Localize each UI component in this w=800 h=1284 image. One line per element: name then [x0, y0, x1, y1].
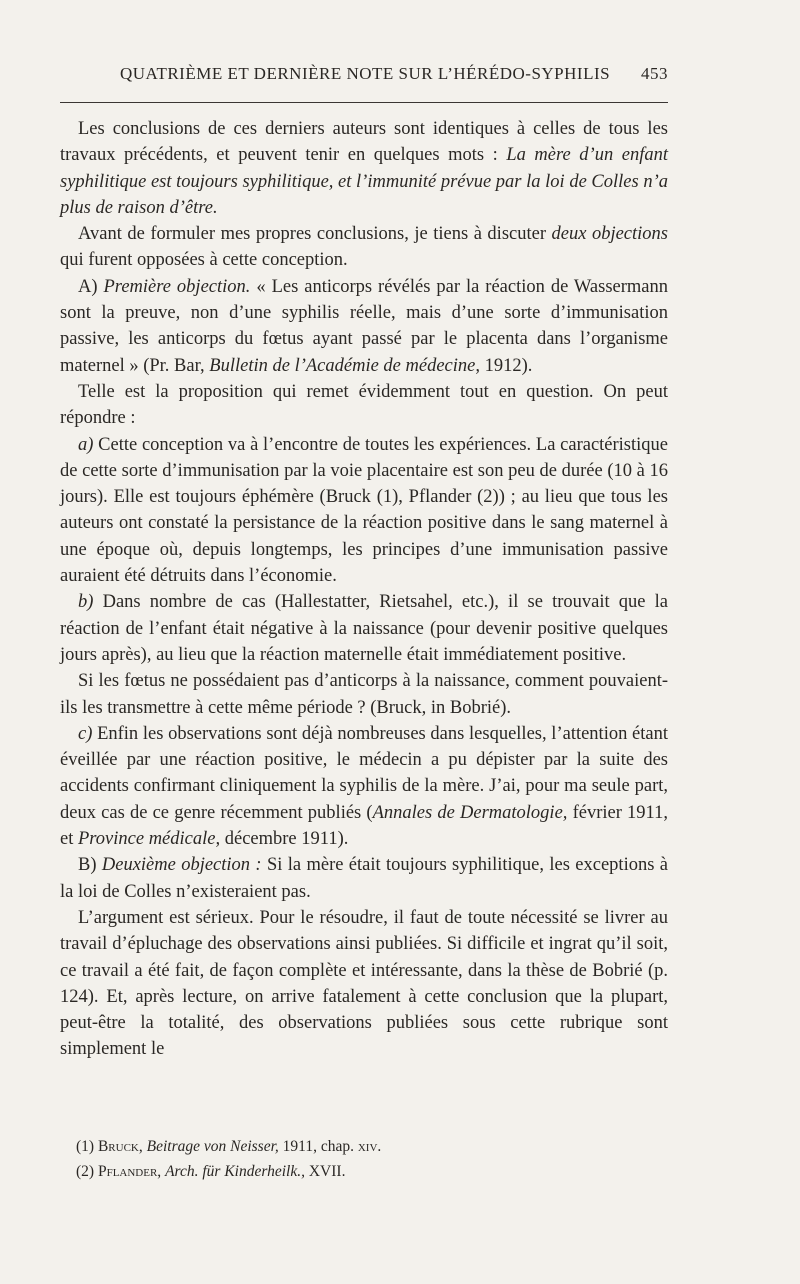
text-run: février 1911, et	[60, 802, 668, 850]
small-caps-run: xiv.	[357, 1138, 382, 1155]
text-run: Dans nombre de cas (Hallestatter, Rietsahel, etc.), il se trouvait que la réaction de l’enfant était négative à la naissance (pour devenir positive quelques jours après), au lieu que la réaction maternelle était immédiatement positive.	[60, 592, 668, 665]
text-run: XVII.	[304, 1163, 346, 1180]
paragraph	[60, 852, 668, 905]
text-run: (1)	[76, 1138, 98, 1155]
italic-run: Beitrage von Neisser,	[146, 1138, 279, 1155]
text-run: Cette conception va à l’encontre de toutes les expériences. La caractéristique de cette sorte d’immunisation par la voie placentaire est son peu de durée (10 à 16 jours). Elle est toujours éphémère (Bruck (1), Pflander (2)) ; au lieu que tous les auteurs ont constaté la persistance de la réaction positive dans le sang maternel à une époque où, depuis longtemps, les principes d’une immunisation passive auraient été détruits dans l’économie.	[60, 434, 668, 587]
text-run: 1911, chap.	[278, 1138, 358, 1155]
italic-run: c)	[78, 723, 93, 744]
small-caps-run: Bruck,	[97, 1138, 143, 1155]
italic-run: Annales de Dermatologie,	[372, 802, 568, 823]
text-run: Avant de formuler mes propres conclusions, je tiens à discuter	[78, 224, 552, 245]
text-run: A)	[78, 276, 104, 297]
text-run: (2)	[76, 1163, 98, 1180]
italic-run: Arch. für Kinderheilk.,	[165, 1163, 305, 1180]
paragraph	[60, 905, 668, 1063]
footnote	[76, 1159, 668, 1184]
text-run: B)	[78, 855, 102, 876]
italic-run: a)	[78, 434, 94, 455]
italic-run: La mère d’un enfant syphilitique est toujours syphilitique, et l’immunité prévue par la loi de Colles n’a plus de raison d’être.	[60, 145, 668, 218]
paragraph	[60, 274, 668, 379]
text-run: Les conclusions de ces derniers auteurs sont identiques à celles de tous les travaux précédents, et peuvent tenir en quelques mots :	[60, 119, 668, 166]
paragraph	[60, 668, 668, 721]
text-run: 1912).	[479, 355, 533, 376]
italic-run: Première objection.	[103, 276, 251, 297]
paragraph	[60, 116, 668, 221]
italic-run: Province médicale,	[77, 829, 221, 850]
running-header	[60, 64, 668, 90]
paragraph	[60, 589, 668, 668]
paragraph	[60, 721, 668, 852]
italic-run: deux objections	[551, 224, 668, 245]
footnotes	[76, 1134, 668, 1184]
italic-run: Deuxième objection :	[101, 855, 262, 876]
text-run: L’argument est sérieux. Pour le résoudre, il faut de toute nécessité se livrer au travail d’épluchage des observations ainsi publiées. Si difficile et ingrat qu’il soit, ce travail a été fait, de façon complète et intéressante, dans la thèse de Bobrié (p. 124). Et, après lecture, on arrive fatalement à cette conclusion que la plupart, peut-être la totalité, des observations publiées sous cette rubrique sont simplement le	[60, 907, 668, 1060]
italic-run: b)	[78, 592, 94, 613]
page-number: 453	[641, 64, 668, 83]
header-rule	[60, 102, 668, 103]
text-run: Si les fœtus ne possédaient pas d’anticorps à la naissance, comment pouvaient-ils les transmettre à cette même période ? (Bruck, in Bobrié).	[60, 671, 668, 718]
italic-run: Bulletin de l’Académie de médecine,	[209, 355, 480, 376]
paragraph	[60, 432, 668, 590]
text-run: « Les anticorps révélés par la réaction de Wassermann sont la preuve, non d’une syphilis réelle, mais d’une sorte d’immunisation passive, les anticorps du fœtus ayant passé par le placenta dans l’organisme maternel » (Pr. Bar,	[60, 276, 668, 376]
paragraph	[60, 379, 668, 432]
text-run: Si la mère était toujours syphilitique, les exceptions à la loi de Colles n’existeraient pas.	[60, 855, 668, 902]
small-caps-run: Pflander,	[97, 1163, 162, 1180]
running-title: QUATRIÈME ET DERNIÈRE NOTE SUR L’HÉRÉDO-SYPHILIS	[120, 64, 611, 83]
text-run: Telle est la proposition qui remet évidemment tout en question. On peut répondre :	[60, 381, 668, 429]
text-run: qui furent opposées à cette conception.	[60, 250, 348, 271]
footnote	[76, 1134, 668, 1159]
paragraph	[60, 221, 668, 274]
text-run: Enfin les observations sont déjà nombreuses dans lesquelles, l’attention étant éveillée par une réaction positive, le médecin a pu dépister par la suite des accidents confirmant cliniquement la syphilis de la mère. J’ai, pour ma seule part, deux cas de ce genre récemment publiés (	[60, 723, 668, 823]
body-text	[60, 116, 668, 1063]
text-run: décembre 1911).	[220, 829, 349, 850]
